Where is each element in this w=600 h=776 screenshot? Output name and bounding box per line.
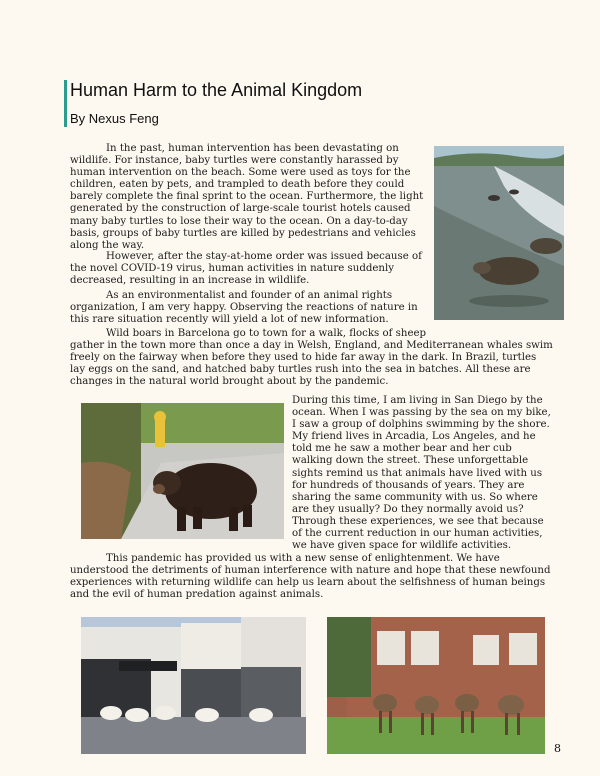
article-byline: By Nexus Feng — [70, 111, 159, 126]
paragraph-3: As an environmentalist and founder of an animal rights organization, I am very happy. Observing the reactions of nature in this rare situation recently will yield a lot of new information. — [70, 290, 418, 326]
page-number: 8 — [554, 742, 561, 755]
article-title: Human Harm to the Animal Kingdom — [70, 80, 363, 100]
sheep-in-town-photo — [81, 617, 306, 754]
paragraph-5: During this time, I am living in San Diego by the ocean. When I was passing by the sea on my bike, I saw a group of dolphins swimming by the shore. My friend lives in Arcadia, Los Angeles, and he told me he saw a mother bear and her cub walking down the street. These unforgettable sights remind us that animals have lived with us for hundreds of thousands of years. They are sharing the same community with us. So where are they usually? Do they normally avoid us? Through these experiences, we see that because of the current reduction in our human activities, we have given space for wildlife activities. — [292, 395, 551, 552]
paragraph-2: However, after the stay-at-home order was issued because of the novel COVID-19 virus, human activities in nature suddenly decreased, resulting in an increase in wildlife. — [70, 251, 422, 287]
paragraph-4-continued: gather in the town more than once a day in Welsh, England, and Mediterranean whales swim freely on the fairway when before they used to hide far away in the dark. In Brazil, turtles lay eggs on the sand, and hatched baby turtles rush into the sea in batches. All these are changes in the natural world brought about by the pandemic. — [70, 340, 553, 388]
bear-on-street-photo — [81, 403, 284, 539]
turtles-on-beach-photo — [434, 146, 564, 320]
paragraph-4-start: Wild boars in Barcelona go to town for a walk, flocks of sheep — [106, 328, 427, 339]
title-accent-bar — [64, 80, 67, 127]
paragraph-6: This pandemic has provided us with a new sense of enlightenment. We have understood the detriments of human interference with nature and hope that these newfound experiences with returning wildlife can help us learn about the selfishness of human beings and the evil of human predation against animals. — [70, 553, 551, 601]
deer-on-lawn-photo — [327, 617, 545, 754]
paragraph-1: In the past, human intervention has been devastating on wildlife. For instance, baby turtles were constantly harassed by human intervention on the beach. Some were used as toys for the children, eaten by pets, and trampled to death before they could barely complete the final sprint to the ocean. Furthermore, the light generated by the construction of large-scale tourist hotels caused many baby turtles to lose their way to the ocean. On a day-to-day basis, groups of baby turtles are killed by pedestrians and vehicles along the way. — [70, 143, 424, 251]
